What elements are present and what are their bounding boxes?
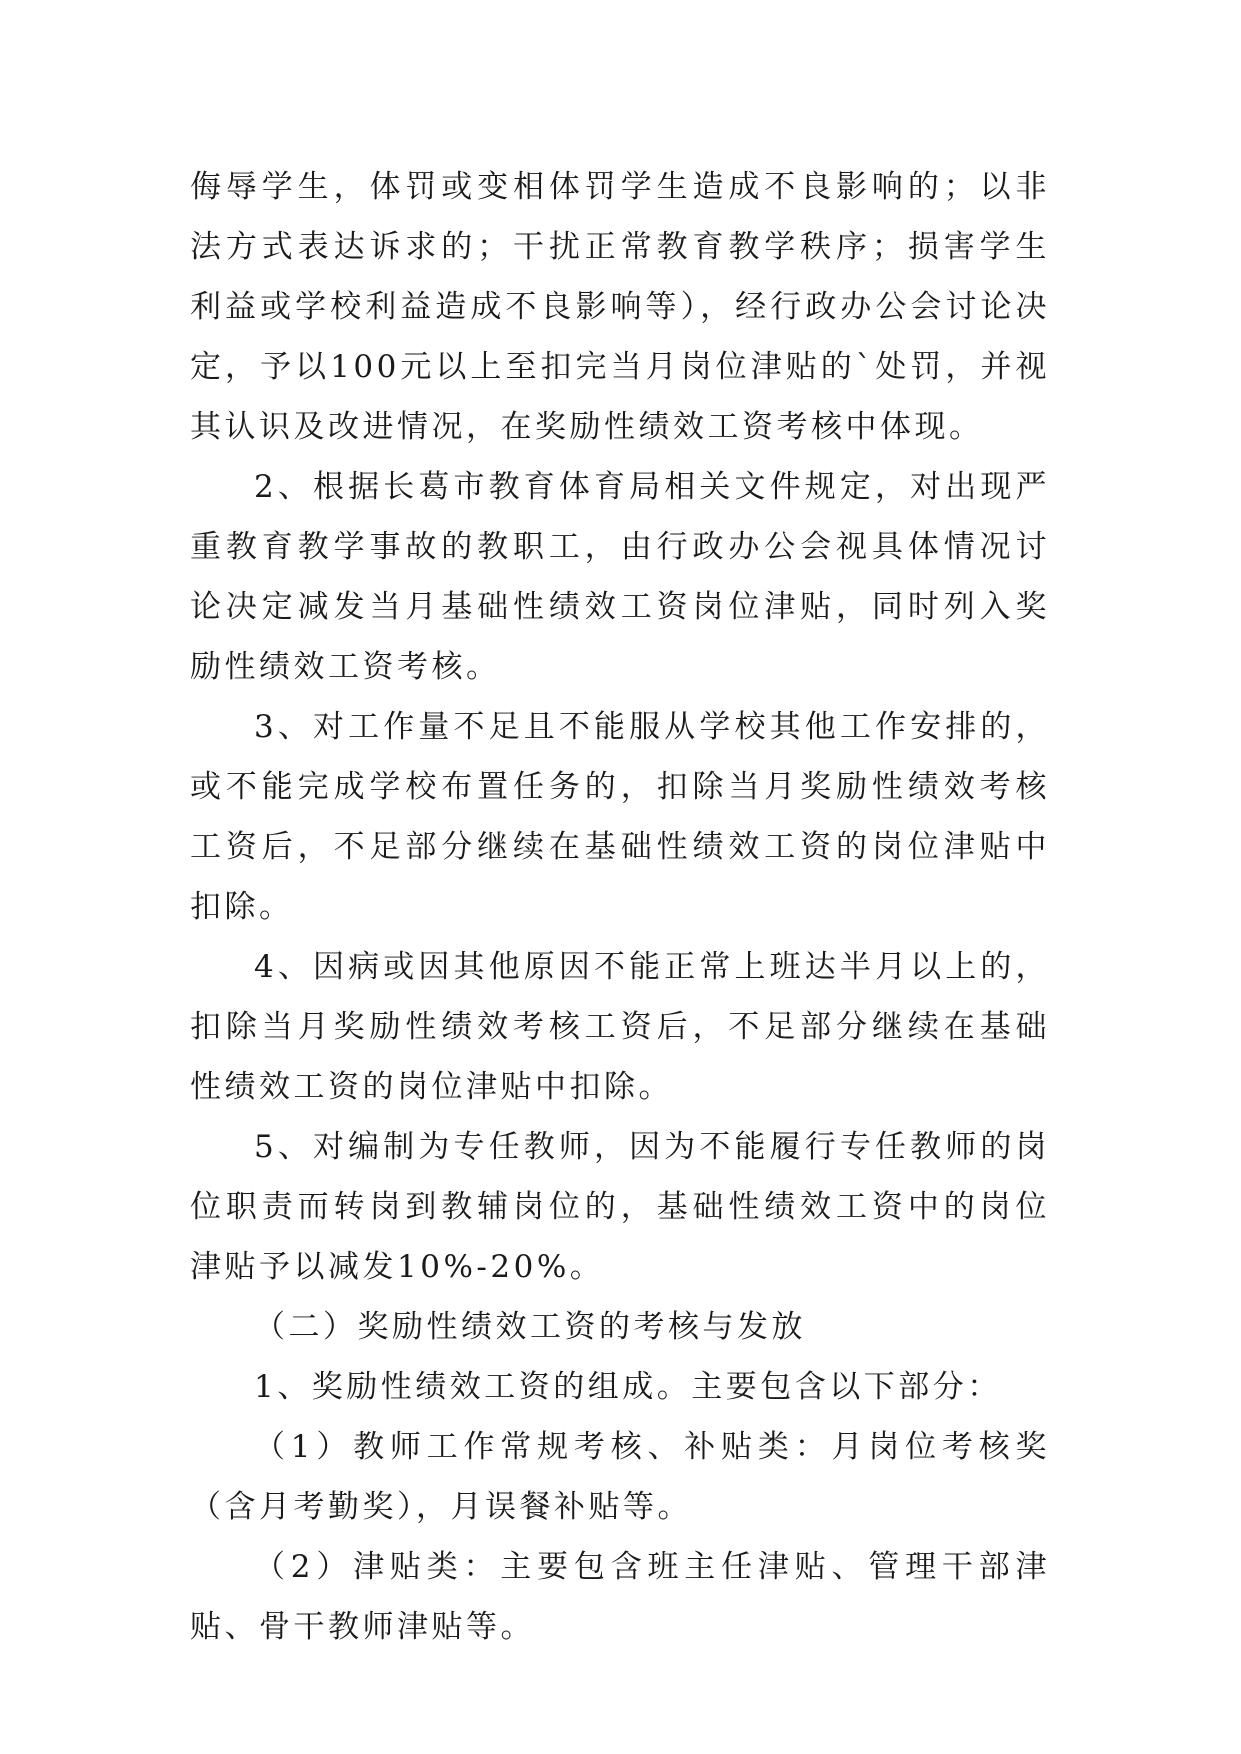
document-body xyxy=(190,157,1050,1657)
paragraph-composition: 1、奖励性绩效工资的组成。主要包含以下部分： xyxy=(254,1369,1002,1405)
paragraph-continuation: 侮辱学生，体罚或变相体罚学生造成不良影响的；以非法方式表达诉求的；干扰正常教育教学秩序；损害学生利益或学校利益造成不良影响等），经行政办公会讨论决定，予以100元以上至扣完当月岗位津贴的`处罚，并视其认识及改进情况，在奖励性绩效工资考核中体现。 xyxy=(190,169,1050,445)
paragraph-item-5: 5、对编制为专任教师，因为不能履行专任教师的岗位职责而转岗到教辅岗位的，基础性绩效工资中的岗位津贴予以减发10%-20%。 xyxy=(190,1129,1050,1285)
paragraph-sub-item-1: （1）教师工作常规考核、补贴类：月岗位考核奖（含月考勤奖），月误餐补贴等。 xyxy=(190,1429,1050,1525)
paragraph-item-4: 4、因病或因其他原因不能正常上班达半月以上的，扣除当月奖励性绩效考核工资后，不足部分继续在基础性绩效工资的岗位津贴中扣除。 xyxy=(190,949,1050,1105)
paragraph-item-2: 2、根据长葛市教育体育局相关文件规定，对出现严重教育教学事故的教职工，由行政办公会视具体情况讨论决定减发当月基础性绩效工资岗位津贴，同时列入奖励性绩效工资考核。 xyxy=(190,469,1050,685)
paragraph-sub-item-2: （2）津贴类：主要包含班主任津贴、管理干部津贴、骨干教师津贴等。 xyxy=(190,1549,1050,1645)
section-heading: （二）奖励性绩效工资的考核与发放 xyxy=(254,1309,806,1345)
paragraph-item-3: 3、对工作量不足且不能服从学校其他工作安排的，或不能完成学校布置任务的，扣除当月奖励性绩效考核工资后，不足部分继续在基础性绩效工资的岗位津贴中扣除。 xyxy=(190,709,1050,925)
